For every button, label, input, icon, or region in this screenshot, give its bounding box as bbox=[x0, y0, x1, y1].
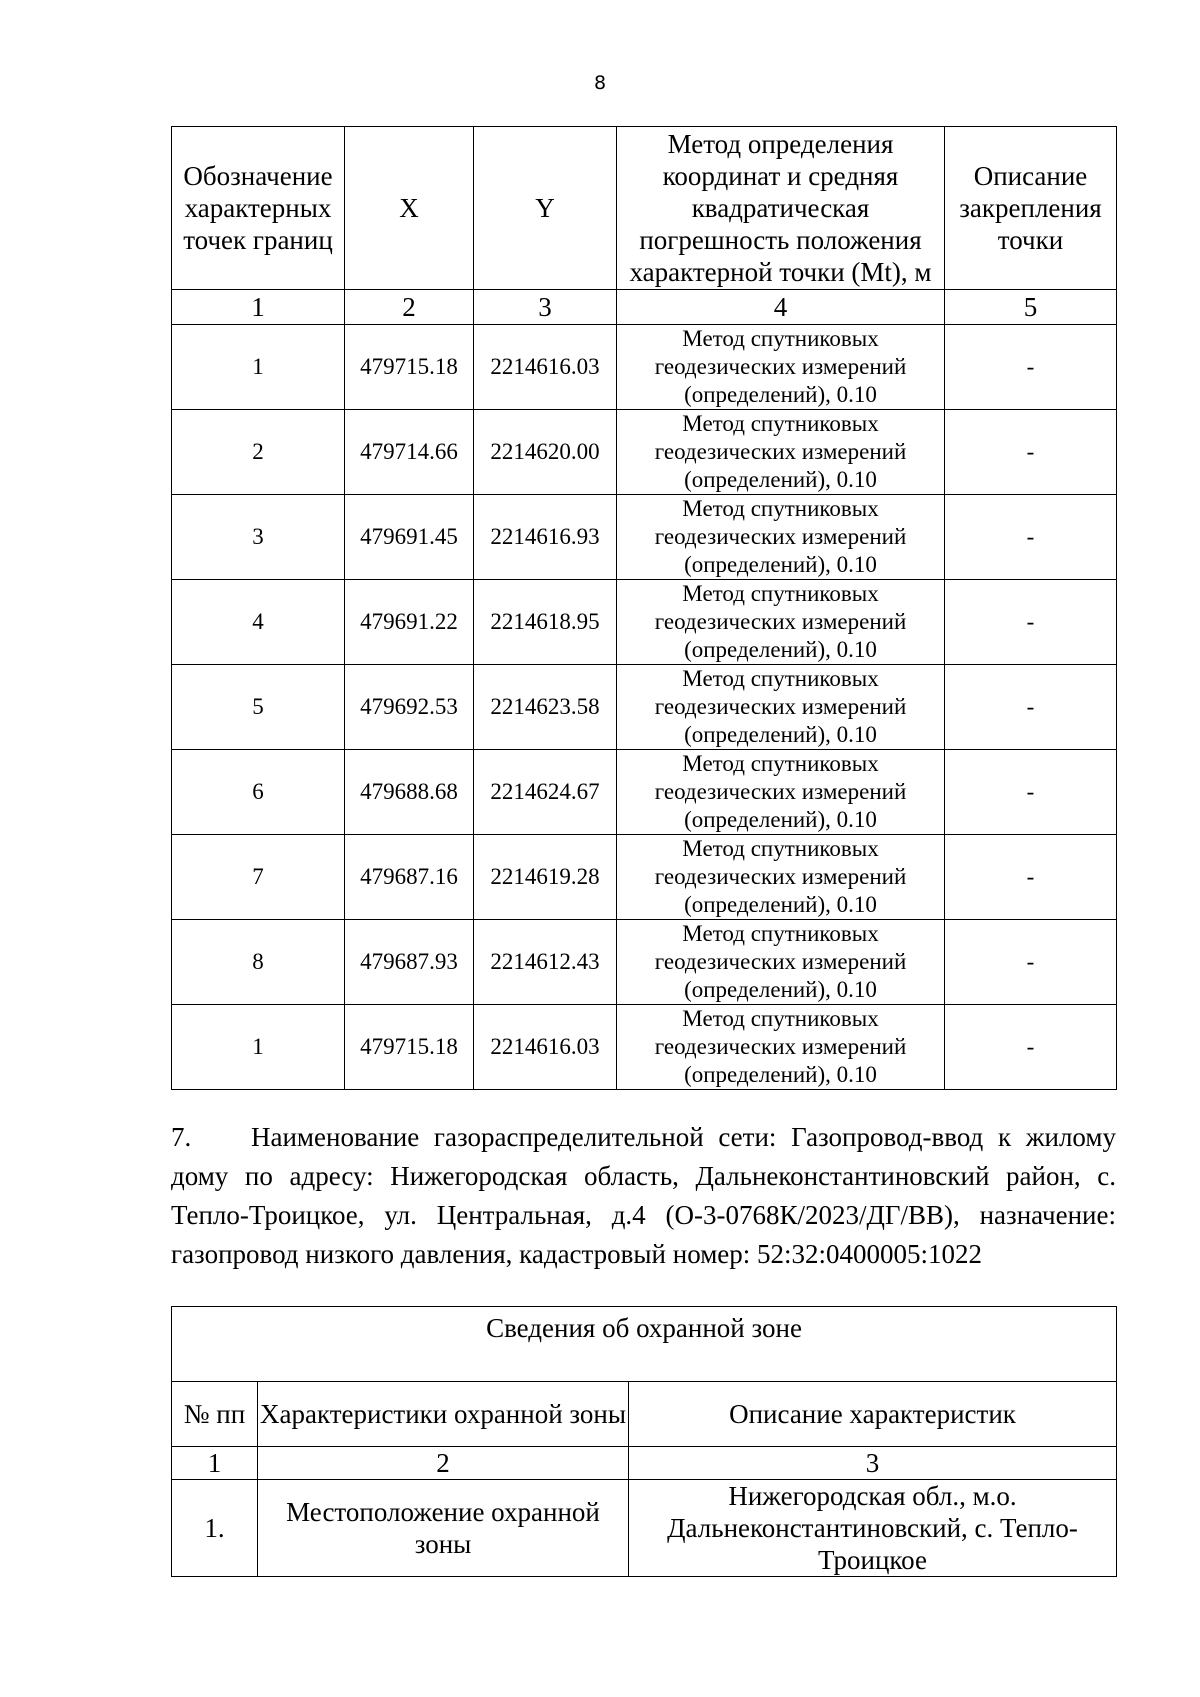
column-number: 5 bbox=[945, 290, 1117, 325]
table-row bbox=[172, 325, 1117, 410]
header-item-number: № пп bbox=[172, 1382, 258, 1447]
method-cell: Метод спутниковых геодезических измерений (определений), 0.10 bbox=[617, 325, 945, 410]
description-cell: - bbox=[945, 920, 1117, 1005]
method-cell: Метод спутниковых геодезических измерений (определений), 0.10 bbox=[617, 495, 945, 580]
item-number-cell: 1. bbox=[172, 1480, 258, 1577]
description-cell: - bbox=[945, 835, 1117, 920]
header-method: Метод определения координат и средняя квадратическая погрешность положения характерной точки (Mt), м bbox=[617, 127, 945, 290]
y-cell: 2214616.03 bbox=[474, 1005, 617, 1090]
table-row bbox=[172, 1480, 1117, 1577]
section-text: Наименование газораспределительной сети: Газопровод-ввод к жилому дому по адресу: Нижегородская область, Дальнеконстантиновский район, с. Тепло-Троицкое, ул. Центральная, д.4 (О-3-0768К/2023/ДГ/ВВ), назначение: газопровод низкого давления, кадастровый номер: 52:32:0400005:1022 bbox=[171, 1122, 1116, 1269]
method-cell: Метод спутниковых геодезических измерений (определений), 0.10 bbox=[617, 920, 945, 1005]
x-cell: 479715.18 bbox=[345, 1005, 474, 1090]
table-row bbox=[172, 835, 1117, 920]
point-cell: 2 bbox=[172, 410, 345, 495]
point-cell: 1 bbox=[172, 1005, 345, 1090]
column-numbers-row bbox=[172, 290, 1117, 325]
y-cell: 2214620.00 bbox=[474, 410, 617, 495]
point-cell: 3 bbox=[172, 495, 345, 580]
description-cell: - bbox=[945, 495, 1117, 580]
x-cell: 479688.68 bbox=[345, 750, 474, 835]
protection-zone-table bbox=[171, 1306, 1117, 1577]
table-row bbox=[172, 665, 1117, 750]
table-row bbox=[172, 920, 1117, 1005]
section-number: 7. bbox=[171, 1122, 192, 1152]
y-cell: 2214618.95 bbox=[474, 580, 617, 665]
zone-header-row bbox=[172, 1382, 1117, 1447]
method-cell: Метод спутниковых геодезических измерений (определений), 0.10 bbox=[617, 835, 945, 920]
method-cell: Метод спутниковых геодезических измерений (определений), 0.10 bbox=[617, 410, 945, 495]
x-cell: 479715.18 bbox=[345, 325, 474, 410]
x-cell: 479687.93 bbox=[345, 920, 474, 1005]
y-cell: 2214623.58 bbox=[474, 665, 617, 750]
column-number: 2 bbox=[345, 290, 474, 325]
method-cell: Метод спутниковых геодезических измерений (определений), 0.10 bbox=[617, 1005, 945, 1090]
header-point-designation: Обозначение характерных точек границ bbox=[172, 127, 345, 290]
description-cell: Нижегородская обл., м.о. Дальнеконстантиновский, с. Тепло-Троицкое bbox=[629, 1480, 1117, 1577]
method-cell: Метод спутниковых геодезических измерений (определений), 0.10 bbox=[617, 665, 945, 750]
x-cell: 479691.45 bbox=[345, 495, 474, 580]
header-x: X bbox=[345, 127, 474, 290]
table-row bbox=[172, 410, 1117, 495]
x-cell: 479714.66 bbox=[345, 410, 474, 495]
description-cell: - bbox=[945, 1005, 1117, 1090]
section-paragraph bbox=[171, 1118, 1116, 1274]
header-zone-characteristics: Характеристики охранной зоны bbox=[258, 1382, 629, 1447]
coordinates-header-row bbox=[172, 127, 1117, 290]
y-cell: 2214619.28 bbox=[474, 835, 617, 920]
header-characteristics-description: Описание характеристик bbox=[629, 1382, 1117, 1447]
point-cell: 8 bbox=[172, 920, 345, 1005]
x-cell: 479687.16 bbox=[345, 835, 474, 920]
header-y: Y bbox=[474, 127, 617, 290]
zone-column-numbers-row bbox=[172, 1447, 1117, 1480]
column-number: 2 bbox=[258, 1447, 629, 1480]
column-number: 4 bbox=[617, 290, 945, 325]
point-cell: 5 bbox=[172, 665, 345, 750]
table-row bbox=[172, 1005, 1117, 1090]
description-cell: - bbox=[945, 665, 1117, 750]
page-number: 8 bbox=[593, 72, 607, 94]
characteristic-cell: Местоположение охранной зоны bbox=[258, 1480, 629, 1577]
x-cell: 479691.22 bbox=[345, 580, 474, 665]
description-cell: - bbox=[945, 750, 1117, 835]
method-cell: Метод спутниковых геодезических измерений (определений), 0.10 bbox=[617, 580, 945, 665]
zone-title-row bbox=[172, 1307, 1117, 1382]
column-number: 1 bbox=[172, 1447, 258, 1480]
header-fixing-description: Описание закрепления точки bbox=[945, 127, 1117, 290]
zone-table-title: Сведения об охранной зоне bbox=[172, 1307, 1117, 1382]
y-cell: 2214616.93 bbox=[474, 495, 617, 580]
table-row bbox=[172, 495, 1117, 580]
method-cell: Метод спутниковых геодезических измерений (определений), 0.10 bbox=[617, 750, 945, 835]
description-cell: - bbox=[945, 325, 1117, 410]
y-cell: 2214624.67 bbox=[474, 750, 617, 835]
point-cell: 7 bbox=[172, 835, 345, 920]
y-cell: 2214616.03 bbox=[474, 325, 617, 410]
column-number: 3 bbox=[474, 290, 617, 325]
point-cell: 1 bbox=[172, 325, 345, 410]
table-row bbox=[172, 580, 1117, 665]
description-cell: - bbox=[945, 410, 1117, 495]
point-cell: 4 bbox=[172, 580, 345, 665]
column-number: 3 bbox=[629, 1447, 1117, 1480]
y-cell: 2214612.43 bbox=[474, 920, 617, 1005]
column-number: 1 bbox=[172, 290, 345, 325]
x-cell: 479692.53 bbox=[345, 665, 474, 750]
coordinates-table bbox=[171, 126, 1117, 1090]
point-cell: 6 bbox=[172, 750, 345, 835]
table-row bbox=[172, 750, 1117, 835]
description-cell: - bbox=[945, 580, 1117, 665]
